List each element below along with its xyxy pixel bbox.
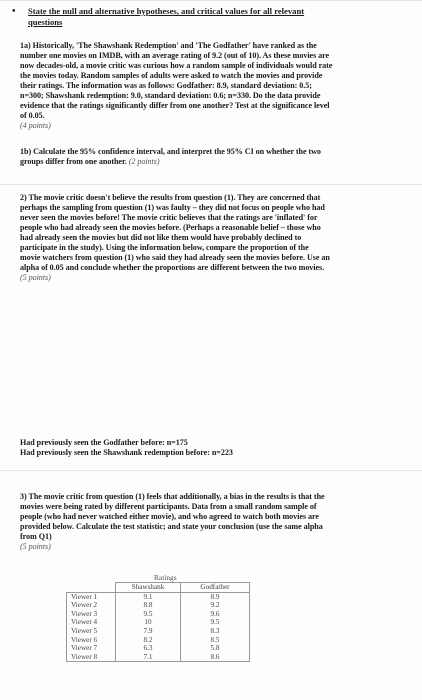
q2-line: people who had already seen the movies before. (Perhaps a reasonable belief – those who bbox=[20, 223, 321, 232]
shawshank-rating: 6.3 bbox=[143, 644, 153, 653]
q2-points: (5 points) bbox=[20, 273, 51, 282]
shawshank-seen-count: Had previously seen the Shawshank redemption before: n=223 bbox=[20, 448, 233, 457]
q1a-line: their ratings. The information was as follows: Godfather: 8.9, standard deviation: 0.5; bbox=[20, 81, 312, 90]
q1a-line: the movies today. Random samples of adults were asked to watch the movies and provide bbox=[20, 71, 323, 80]
godfather-rating: 9.6 bbox=[210, 609, 220, 618]
shawshank-rating: 7.1 bbox=[143, 652, 153, 661]
q1a-line: evidence that the ratings significantly differ from one another? Test at the significance level bbox=[20, 101, 330, 110]
q1a-line: 1a) Historically, 'The Shawshank Redemption' and 'The Godfather' have ranked as the bbox=[20, 41, 317, 50]
header-blank-cell bbox=[67, 583, 116, 593]
top-divider bbox=[0, 0, 422, 1]
table-data-row bbox=[67, 592, 250, 662]
viewer-label: Viewer 1 bbox=[71, 592, 98, 601]
bullet-marker: • bbox=[12, 6, 16, 17]
q2-line: movie watchers from question (1) who said they had already seen the movies before. Use an bbox=[20, 253, 330, 262]
viewer-label: Viewer 2 bbox=[71, 601, 98, 610]
viewer-label: Viewer 5 bbox=[71, 626, 98, 635]
q1b-line-2-text: groups differ from one another. bbox=[20, 157, 127, 166]
q2-line: had already seen the movies but did not like them would have probably declined to bbox=[20, 233, 302, 242]
godfather-rating: 8.6 bbox=[210, 652, 220, 661]
question-1a bbox=[20, 41, 410, 131]
shawshank-rating: 10 bbox=[144, 618, 152, 627]
viewer-label: Viewer 4 bbox=[71, 618, 98, 627]
q2-line: never seen the movies before! The movie critic believes that the ratings are 'inflated' for bbox=[20, 213, 318, 222]
ratings-table-wrap bbox=[66, 573, 284, 697]
q1a-points: (4 points) bbox=[20, 121, 51, 130]
q1a-line: now decades-old, a movie critic was curious how a random sample of individuals would rate bbox=[20, 61, 333, 70]
q3-line: 3) The movie critic from question (1) feels that additionally, a bias in the results is that the bbox=[20, 492, 325, 501]
godfather-rating: 5.8 bbox=[210, 644, 220, 653]
table-header-row bbox=[67, 583, 250, 593]
instructions-heading bbox=[28, 6, 408, 28]
question-2 bbox=[20, 193, 410, 283]
godfather-rating: 8.3 bbox=[210, 626, 220, 635]
shawshank-column bbox=[116, 592, 181, 662]
q1b-line-2 bbox=[20, 157, 410, 167]
q2-line: alpha of 0.05 and conclude whether the proportions are different between the two movies. bbox=[20, 263, 325, 272]
question-3 bbox=[20, 492, 410, 552]
godfather-column bbox=[181, 592, 250, 662]
q1b-points: (2 points) bbox=[128, 157, 160, 166]
shawshank-rating: 8.2 bbox=[143, 635, 153, 644]
q3-line: provided below. Calculate the test statistic; and state your conclusion (use the same alpha bbox=[20, 522, 323, 531]
q2-line: participate in the study). Using the information below, compare the proportion of the bbox=[20, 243, 309, 252]
godfather-rating: 8.5 bbox=[210, 635, 220, 644]
viewer-label: Viewer 6 bbox=[71, 635, 98, 644]
q1a-line: n=300; Shawshank redemption: 9.0, standard deviation: 0.6; n=330. Do the data provide bbox=[20, 91, 321, 100]
shawshank-rating: 9.5 bbox=[143, 609, 153, 618]
viewer-label: Viewer 8 bbox=[71, 652, 98, 661]
q2-line: 2) The movie critic doesn't believe the results from question (1). They are concerned that bbox=[20, 193, 321, 202]
shawshank-rating: 9.1 bbox=[143, 592, 153, 601]
q3-line: from Q1) bbox=[20, 532, 52, 541]
ratings-table bbox=[66, 582, 250, 662]
ratings-group-header: Ratings bbox=[154, 573, 177, 582]
viewer-label: Viewer 7 bbox=[71, 644, 98, 653]
q1a-line: number one movies on IMDB, with an average rating of 9.2 (out of 10). As these movies are bbox=[20, 51, 330, 60]
q3-points: (5 points) bbox=[20, 542, 51, 551]
godfather-rating: 9.5 bbox=[210, 618, 220, 627]
godfather-seen-count: Had previously seen the Godfather before: n=175 bbox=[20, 438, 188, 447]
section-divider bbox=[0, 184, 422, 185]
instructions-line-2: questions bbox=[28, 17, 63, 27]
question-1b bbox=[20, 147, 410, 167]
col-header-godfather: Godfather bbox=[181, 583, 250, 593]
q1b-line-1: 1b) Calculate the 95% confidence interval, and interpret the 95% CI on whether the two bbox=[20, 147, 321, 156]
previous-viewing-info bbox=[20, 438, 410, 458]
instructions-line-1: State the null and alternative hypotheses, and critical values for all relevant bbox=[28, 6, 305, 16]
col-header-shawshank: Shawshank bbox=[116, 583, 181, 593]
viewer-column bbox=[67, 592, 116, 662]
shawshank-rating: 8.8 bbox=[143, 601, 153, 610]
q1a-line: of 0.05. bbox=[20, 111, 45, 120]
q3-line: people (who had never watched either movie), and who agreed to watch both movies are bbox=[20, 512, 319, 521]
q3-line: movies were being rated by different participants. Data from a small random sample of bbox=[20, 502, 317, 511]
viewer-label: Viewer 3 bbox=[71, 609, 98, 618]
shawshank-rating: 7.9 bbox=[143, 626, 153, 635]
godfather-rating: 8.9 bbox=[210, 592, 220, 601]
q2-line: perhaps the sampling from question (1) was faulty – they did not focus on people who had bbox=[20, 203, 325, 212]
godfather-rating: 9.2 bbox=[210, 601, 220, 610]
section-divider bbox=[0, 470, 422, 471]
